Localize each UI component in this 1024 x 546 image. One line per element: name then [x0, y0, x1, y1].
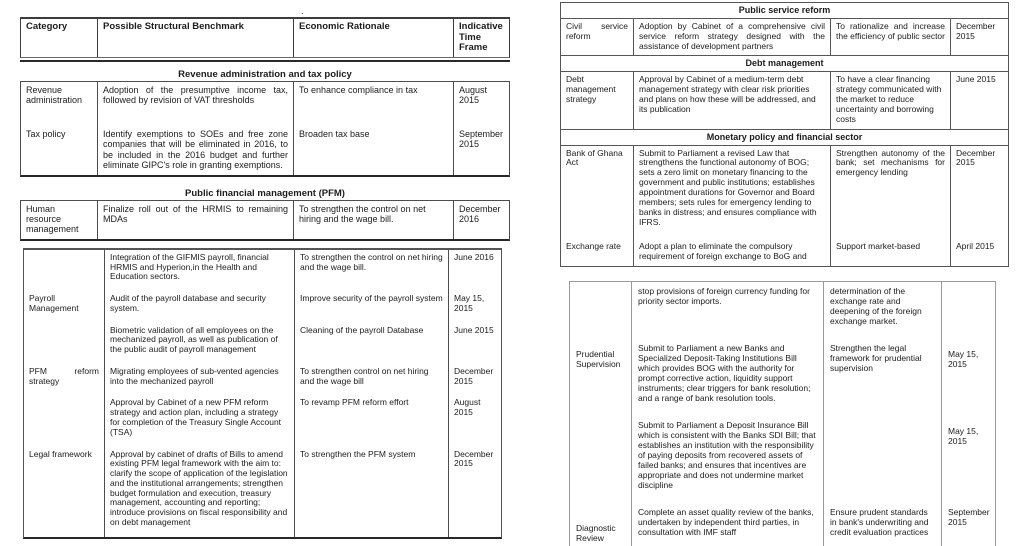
- section-title-revenue: Revenue administration and tax policy: [178, 68, 352, 80]
- benchmark-cell: Approval by cabinet of drafts of Bills to amend existing PFM legal framework with the aim to: clarify the scope of application of the legislation and the institutional arrangements; strengthen budget formulation and execution, treasury management, accounting and reporting; introduce provisions on fiscal responsibility and on debt management: [104, 447, 294, 537]
- financial-sector-continuation-table: [569, 281, 996, 546]
- benchmark-cell: Adoption by Cabinet of a comprehensive civil service reform strategy designed with the assistance of development partners: [633, 19, 830, 56]
- left-page: [20, 10, 510, 539]
- benchmark-cell: Submit to Parliament a revised Law that strengthens the functional autonomy of BOG; sets a zero limit on monetary financing to the government and public institutions; establishes appointment durations for Governor and Board members; sets rules for emergency lending to banks in distress; and ensures compliance with IFRS.: [633, 146, 830, 240]
- timeframe-cell: August 2015: [448, 395, 501, 446]
- timeframe-cell: [941, 282, 996, 339]
- timeframe-cell: December 2016: [453, 201, 509, 239]
- category-cell: Diagnostic Review: [576, 523, 616, 544]
- pfm-continuation-table: [23, 248, 502, 539]
- timeframe-cell: May 15, 2015: [448, 291, 501, 323]
- category-cell: Civil service reform: [566, 20, 628, 41]
- rationale-cell: [823, 416, 941, 503]
- timeframe-cell: May 15, 2015: [941, 339, 996, 416]
- rationale-cell: Improve security of the payroll system: [294, 291, 448, 323]
- column-header-benchmark: Possible Structural Benchmark: [97, 19, 293, 57]
- stray-mark: .: [301, 6, 304, 16]
- public-service-section-table: [561, 19, 1008, 57]
- benchmark-text: in the Health and Education sectors.: [110, 261, 257, 282]
- category-cell: Bank of Ghana Act: [566, 147, 623, 168]
- benchmark-cell: Complete an asset quality review of the banks, undertaken by independent third parties, in consultation with IMF staff: [631, 503, 823, 546]
- category-cell: Exchange rate: [566, 241, 621, 252]
- category-cell: [24, 323, 104, 364]
- structural-benchmarks-table-continued: [560, 2, 1009, 267]
- category-cell: Legal framework: [29, 448, 92, 459]
- rationale-cell: determination of the exchange rate and deepening of the foreign exchange market.: [823, 282, 941, 339]
- benchmark-cell: Submit to Parliament a Deposit Insurance Bill which is consistent with the Banks SDI Bill; that establishes an institution with the responsibility of paying deposits from recovered assets of failed banks; and ensures that incentives are appropriate and does not undermine market discipline: [631, 416, 823, 503]
- timeframe-cell: May 15, 2015: [941, 416, 996, 503]
- monetary-section-table: [561, 146, 1008, 267]
- column-header-timeframe: Indicative Time Frame: [453, 19, 509, 57]
- benchmark-cell: Adopt a plan to eliminate the compulsory requirement of foreign exchange to BoG and: [633, 239, 830, 266]
- benchmark-cell: Approval by Cabinet of a medium-term debt management strategy with clear risk priorities and plans on how these will be addressed, and its publication: [633, 72, 830, 128]
- benchmark-table-header-row: [20, 17, 510, 58]
- rationale-cell: To strengthen control on net hiring and the wage bill: [294, 364, 448, 396]
- category-cell: Debt management strategy: [566, 74, 616, 105]
- category-cell: Prudential Supervision: [576, 349, 621, 370]
- rationale-cell: Strengthen the legal framework for prudential supervision: [823, 339, 941, 416]
- timeframe-cell: December 2015: [950, 146, 1008, 240]
- section-title-debt: Debt management: [561, 56, 1008, 72]
- rationale-cell: Ensure prudent standards in bank's underwriting and credit evaluation practices: [823, 503, 941, 546]
- rationale-cell: To strengthen the control on net hiring and the wage bill.: [294, 250, 448, 291]
- category-cell: [570, 282, 631, 339]
- category-cell: PFM reform strategy: [29, 365, 99, 386]
- tracked-change-mark: ,: [190, 261, 193, 272]
- benchmark-cell: Audit of the payroll database and security system.: [104, 291, 294, 323]
- timeframe-cell: December 2015: [950, 19, 1008, 56]
- rationale-cell: Cleaning of the payroll Database: [294, 323, 448, 364]
- category-cell: [24, 250, 104, 291]
- timeframe-cell: April 2015: [950, 239, 1008, 266]
- section-title-public-service: Public service reform: [561, 3, 1008, 19]
- timeframe-cell: December 2015: [448, 364, 501, 396]
- section-title-monetary: Monetary policy and financial sector: [561, 130, 1008, 146]
- rationale-cell: To rationalize and increase the efficiency of public sector: [830, 19, 950, 56]
- column-header-category: Category: [26, 21, 68, 32]
- timeframe-cell: June 2016: [448, 250, 501, 291]
- category-cell: Human resource management: [26, 203, 79, 235]
- category-cell: [570, 416, 631, 503]
- benchmark-cell: stop provisions of foreign currency funding for priority sector imports.: [631, 282, 823, 339]
- rationale-cell: Support market-based: [830, 239, 950, 266]
- pfm-section-table: [20, 200, 510, 241]
- column-header-rationale: Economic Rationale: [293, 19, 453, 57]
- rationale-cell: To enhance compliance in tax: [293, 82, 453, 126]
- benchmark-cell: Migrating employees of sub-vented agencies into the mechanized payroll: [104, 364, 294, 396]
- benchmark-cell: Approval by Cabinet of a new PFM reform strategy and action plan, including a strategy for completion of the Treasury Single Account (TSA): [104, 395, 294, 446]
- category-cell: Revenue administration: [26, 84, 83, 106]
- benchmark-cell: Adoption of the presumptive income tax, followed by revision of VAT thresholds: [97, 82, 293, 126]
- rationale-cell: Broaden tax base: [293, 126, 453, 175]
- right-page: [560, 2, 1009, 546]
- revenue-section-table: [20, 81, 510, 177]
- benchmark-cell: Finalize roll out of the HRMIS to remaining MDAs: [97, 201, 293, 239]
- timeframe-cell: June 2015: [950, 72, 1008, 128]
- timeframe-cell: August 2015: [453, 82, 509, 126]
- rationale-cell: To strengthen the PFM system: [294, 447, 448, 537]
- rationale-cell: Strengthen autonomy of the bank; set mechanisms for emergency lending: [830, 146, 950, 240]
- benchmark-text: Integration of the GIFMIS payroll, financial HRMIS and Hyperion: [110, 251, 269, 272]
- benchmark-cell: Identify exemptions to SOEs and free zone companies that will be eliminated in 2016, to be included in the 2016 budget and further eliminate GIPC's role in granting exemptions.: [97, 126, 293, 175]
- rationale-cell: To revamp PFM reform effort: [294, 395, 448, 446]
- rationale-cell: To strengthen the control on net hiring and the wage bill.: [293, 201, 453, 239]
- category-cell: Payroll Management: [29, 293, 79, 313]
- category-cell: [24, 395, 104, 446]
- rationale-cell: To have a clear financing strategy communicated with the market to reduce uncertainty and borrowing costs: [830, 72, 950, 128]
- timeframe-cell: September 2015: [941, 503, 996, 546]
- timeframe-cell: December 2015: [448, 447, 501, 537]
- benchmark-cell: [104, 250, 294, 291]
- timeframe-cell: June 2015: [448, 323, 501, 364]
- benchmark-cell: Biometric validation of all employees on the mechanized payroll, as well as publication of the public audit of payroll management: [104, 323, 294, 364]
- benchmark-cell: Submit to Parliament a new Banks and Specialized Deposit-Taking Institutions Bill which provides BOG with the authority for prompt corrective action, liquidity support instruments; clear triggers for bank resolution; and a range of bank resolution tools.: [631, 339, 823, 416]
- section-title-pfm: Public financial management (PFM): [185, 187, 345, 199]
- debt-section-table: [561, 72, 1008, 129]
- timeframe-cell: September 2015: [453, 126, 509, 175]
- category-cell: Tax policy: [26, 128, 66, 139]
